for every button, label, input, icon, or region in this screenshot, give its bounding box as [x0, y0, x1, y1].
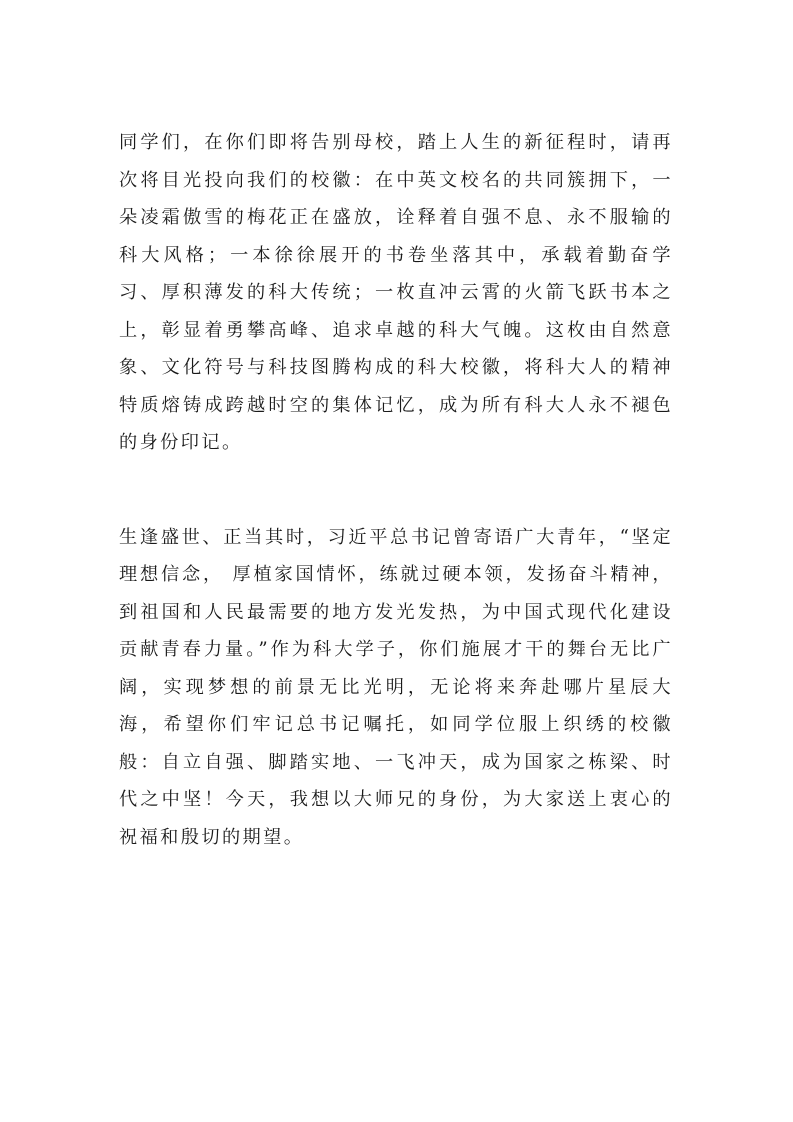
document-body: [119, 124, 673, 856]
paragraph-youth-message: 生逢盛世、正当其时，习近平总书记曾寄语广大青年，“坚定理想信念， 厚植家国情怀，练就过硬本领，发扬奋斗精神，到祖国和人民最需要的地方发光发热，为中国式现代化建设贡献青春力量。”作为科大学子，你们施展才干的舞台无比广阔，实现梦想的前景无比光明，无论将来奔赴哪片星辰大海，希望你们牢记总书记嘱托，如同学位服上织绣的校徽般：自立自强、脚踏实地、一飞冲天，成为国家之栋梁、时代之中坚！今天，我想以大师兄的身份，为大家送上衷心的祝福和殷切的期望。: [119, 526, 673, 848]
paragraph-school-emblem: 同学们，在你们即将告别母校，踏上人生的新征程时，请再次将目光投向我们的校徽：在中英文校名的共同簇拥下，一朵凌霜傲雪的梅花正在盛放，诠释着自强不息、永不服输的科大风格；一本徐徐展开的书卷坐落其中，承载着勤奋学习、厚积薄发的科大传统；一枚直冲云霄的火箭飞跃书本之上，彰显着勇攀高峰、追求卓越的科大气魄。这枚由自然意象、文化符号与科技图腾构成的科大校徽，将科大人的精神特质熔铸成跨越时空的集体记忆，成为所有科大人永不褪色的身份印记。: [119, 132, 673, 453]
paragraph-spacer: [119, 462, 673, 519]
